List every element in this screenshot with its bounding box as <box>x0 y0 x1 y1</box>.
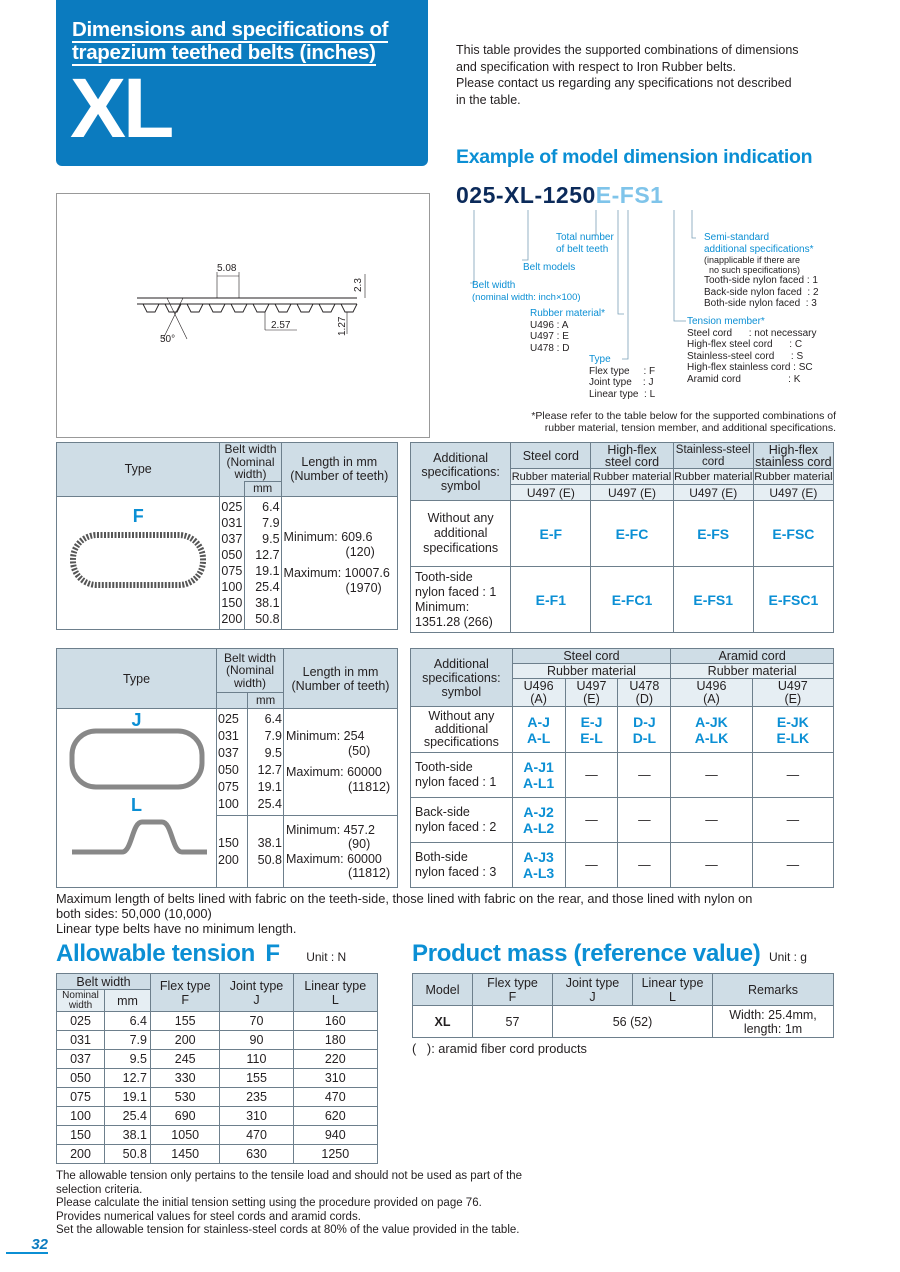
table-cell: 050 <box>57 1069 105 1088</box>
belt-width-label: Belt width (nominal width: inch×100) <box>472 280 581 303</box>
length-notes: Maximum length of belts lined with fabric on the teeth-side, those lined with fabric on the rear, and those lined with nylon on both sides: 50,000 (10,000) Linear type belts have no minimum length. <box>56 891 753 936</box>
mm-header: mm <box>105 990 151 1012</box>
mass-flex: 57 <box>473 1006 553 1038</box>
height-dimension: 2.3 <box>353 278 364 292</box>
table-cell: 620 <box>293 1107 377 1126</box>
example-title: Example of model dimension indication <box>456 146 813 168</box>
joint-belt-image <box>62 727 212 795</box>
pitch-dimension: 5.08 <box>217 263 237 274</box>
rm-label: Rubber material <box>592 470 672 483</box>
belt-width-header: Belt width <box>57 974 151 990</box>
semi-standard-label: Semi-standard additional specifications* (inapplicable if there are no such specifications) Tooth-side nylon faced : 1 Back-side nylon faced : 2 Both-side nylon faced : 3 <box>704 232 819 309</box>
cell-value: E-J E-L <box>565 707 618 753</box>
rm-label: Rubber material <box>512 664 671 679</box>
table-cell: 150 <box>57 1126 105 1145</box>
cell-value: E-FS <box>673 501 753 567</box>
cell-dash: — <box>671 753 752 798</box>
belt-width-header: Belt width (Nominal width) <box>220 443 281 482</box>
cell-value: E-FC1 <box>591 567 673 633</box>
row-tooth-side: Tooth-side nylon faced : 1 Minimum: 1351.28 (266) <box>411 567 511 633</box>
cell-value: E-FS1 <box>673 567 753 633</box>
tooth-height-dimension: 1.27 <box>337 316 348 336</box>
mm-header: mm <box>248 693 284 709</box>
type-header: Type <box>57 443 220 497</box>
table-cell: 180 <box>293 1031 377 1050</box>
cell-value: E-F <box>511 501 591 567</box>
j-widths: 025 031 037 050 075 100 <box>217 709 248 816</box>
table-cell: 19.1 <box>105 1088 151 1107</box>
cell-value: E-FC <box>591 501 673 567</box>
j-mm: 6.4 7.9 9.5 12.7 19.1 25.4 <box>248 709 284 816</box>
cell-dash: — <box>752 798 833 843</box>
table-cell: 1050 <box>151 1126 220 1145</box>
col-stainless: Stainless-steel cord <box>673 443 753 469</box>
cell-value: A-J3 A-L3 <box>512 843 565 888</box>
linear-header: Linear type L <box>633 974 713 1006</box>
tension-notes: The allowable tension only pertains to the tensile load and should not be used as part of the selection criteria. Please calculate the initial tension setting using the procedure provided on page 76. Provides numerical values for steel cords and aramid cords. Set the allowable tension for stainless-steel cords at 80% of the value provided in the table. <box>56 1170 523 1236</box>
f-type-size-table <box>56 442 398 630</box>
row-back-side: Back-side nylon faced : 2 <box>411 798 513 843</box>
table-cell: 50.8 <box>105 1145 151 1164</box>
tooth-profile-drawing <box>57 194 429 437</box>
f-type-spec-table <box>410 442 834 633</box>
col-hf-stainless: High-flex stainless cord <box>755 442 832 469</box>
tension-title-f: F <box>265 940 280 967</box>
rm-label: Rubber material <box>511 470 590 483</box>
rubber-col: U496 (A) <box>671 679 752 707</box>
jl-type-spec-table <box>410 648 834 888</box>
u497-label: U497 (E) <box>673 485 753 501</box>
mass-remarks: Width: 25.4mm, length: 1m <box>713 1006 834 1038</box>
row-without: Without any additional specifications <box>411 707 513 753</box>
table-cell: 7.9 <box>105 1031 151 1050</box>
mass-unit: Unit : g <box>768 950 807 964</box>
mass-joint-linear: 56 (52) <box>553 1006 713 1038</box>
table-cell: 310 <box>220 1107 293 1126</box>
cell-dash: — <box>618 753 671 798</box>
total-teeth-label: Total number of belt teeth <box>556 232 614 255</box>
aramid-cord-header: Aramid cord <box>671 649 834 664</box>
f-length: Minimum: 609.6 (120) Maximum: 10007.6 (1970) <box>281 496 397 629</box>
remarks-header: Remarks <box>713 974 834 1006</box>
table-cell: 200 <box>151 1031 220 1050</box>
table-row <box>57 1069 378 1088</box>
table-row <box>57 1126 378 1145</box>
cell-dash: — <box>565 798 618 843</box>
f-widths: 025 031 037 050 075 100 150 200 <box>220 496 244 629</box>
type-f-label: F <box>132 505 144 526</box>
cell-dash: — <box>671 798 752 843</box>
cell-dash: — <box>618 798 671 843</box>
table-cell: 200 <box>57 1145 105 1164</box>
page-number: 32 <box>6 1236 48 1254</box>
table-cell: 235 <box>220 1088 293 1107</box>
cell-value: E-JK E-LK <box>752 707 833 753</box>
cell-value: E-FSC1 <box>753 567 833 633</box>
table-cell: 031 <box>57 1031 105 1050</box>
table-cell: 025 <box>57 1012 105 1031</box>
belt-profile-diagram <box>56 193 430 438</box>
page-title: Dimensions and specifications of trapezium teethed belts (inches) <box>72 18 389 64</box>
cell-dash: — <box>565 843 618 888</box>
rubber-col: U496 (A) <box>512 679 565 707</box>
linear-belt-image <box>62 812 212 864</box>
table-cell: 330 <box>151 1069 220 1088</box>
length-header: Length in mm (Number of teeth) <box>281 443 397 497</box>
cell-dash: — <box>752 843 833 888</box>
rm-label: Rubber material <box>754 470 833 483</box>
table-cell: 100 <box>57 1107 105 1126</box>
row-tooth-side: Tooth-side nylon faced : 1 <box>411 753 513 798</box>
table-cell: 310 <box>293 1069 377 1088</box>
j-length: Minimum: 254 (50) Maximum: 60000 (11812) <box>284 709 398 816</box>
flex-header: Flex type F <box>473 974 553 1006</box>
tension-member-label: Tension member* Steel cord : not necessary High-flex steel cord : C Stainless-steel cord : S High-flex stainless cord : SC Aramid cord : K <box>687 316 817 385</box>
table-cell: 38.1 <box>105 1126 151 1145</box>
col-steel: Steel cord <box>511 443 591 469</box>
l-length: Minimum: 457.2 (90) Maximum: 60000 (11812) <box>284 816 398 888</box>
cell-value: E-F1 <box>511 567 591 633</box>
row-without: Without any additional specifications <box>411 501 511 567</box>
table-row <box>57 1031 378 1050</box>
joint-header: Joint type J <box>553 974 633 1006</box>
type-label: Type Flex type : F Joint type : J Linear type : L <box>589 354 656 400</box>
table-cell: 12.7 <box>105 1069 151 1088</box>
flex-belt-image <box>63 527 213 597</box>
rubber-col: U497 (E) <box>565 679 618 707</box>
linear-header: Linear type L <box>293 974 377 1012</box>
add-spec-header: Additional specifications: symbol <box>411 443 511 501</box>
table-cell: 690 <box>151 1107 220 1126</box>
table-row <box>57 1050 378 1069</box>
cell-dash: — <box>671 843 752 888</box>
u497-label: U497 (E) <box>753 485 833 501</box>
table-cell: 630 <box>220 1145 293 1164</box>
type-header: Type <box>57 649 217 709</box>
col-hf-steel: High-flex steel cord <box>591 443 673 469</box>
flex-header: Flex type F <box>151 974 220 1012</box>
example-note: *Please refer to the table below for the supported combinations of rubber material, tension member, and additional specifications. <box>531 410 836 434</box>
mass-title-row <box>412 940 807 968</box>
table-cell: 245 <box>151 1050 220 1069</box>
table-cell: 25.4 <box>105 1107 151 1126</box>
table-cell: 470 <box>220 1126 293 1145</box>
cell-dash: — <box>565 753 618 798</box>
model-code: 025-XL-1250E-FS1 <box>456 182 664 208</box>
type-j-label: J <box>131 710 142 730</box>
table-cell: 155 <box>220 1069 293 1088</box>
mass-table <box>412 973 834 1038</box>
type-f-cell <box>57 496 220 629</box>
l-widths: 150 200 <box>217 816 248 888</box>
table-cell: 530 <box>151 1088 220 1107</box>
table-row <box>57 1145 378 1164</box>
model-header: Model <box>413 974 473 1006</box>
mm-header: mm <box>244 481 281 496</box>
tension-unit: Unit : N <box>306 950 347 964</box>
table-row <box>57 1012 378 1031</box>
table-cell: 220 <box>293 1050 377 1069</box>
cell-dash: — <box>618 843 671 888</box>
tooth-width-dimension: 2.57 <box>271 320 291 331</box>
u497-label: U497 (E) <box>591 485 673 501</box>
type-l-label: L <box>131 795 142 815</box>
tension-title: Allowable tension <box>56 940 255 967</box>
type-jl-cell <box>57 709 217 888</box>
cell-value: E-FSC <box>753 501 833 567</box>
joint-header: Joint type J <box>220 974 293 1012</box>
table-row <box>57 1107 378 1126</box>
table-cell: 470 <box>293 1088 377 1107</box>
table-row <box>57 1088 378 1107</box>
table-cell: 9.5 <box>105 1050 151 1069</box>
table-cell: 940 <box>293 1126 377 1145</box>
table-cell: 6.4 <box>105 1012 151 1031</box>
belt-models-label: Belt models <box>523 262 576 273</box>
table-cell: 075 <box>57 1088 105 1107</box>
table-cell: 1250 <box>293 1145 377 1164</box>
table-cell: 160 <box>293 1012 377 1031</box>
intro-text: This table provides the supported combinations of dimensions and specification with respect to Iron Rubber belts. Please contact us regarding any specifications not described in the table. <box>456 43 799 107</box>
row-both-side: Both-side nylon faced : 3 <box>411 843 513 888</box>
rm-label: Rubber material <box>671 664 834 679</box>
length-header: Length in mm (Number of teeth) <box>284 649 398 709</box>
f-mm: 6.4 7.9 9.5 12.7 19.1 25.4 38.1 50.8 <box>244 496 281 629</box>
table-cell: 037 <box>57 1050 105 1069</box>
cell-dash: — <box>752 753 833 798</box>
rubber-material-label: Rubber material* U496 : A U497 : E U478 : D <box>530 308 606 354</box>
table-cell: 1450 <box>151 1145 220 1164</box>
cell-value: A-JK A-LK <box>671 707 752 753</box>
jl-type-size-table <box>56 648 398 888</box>
cell-value: A-J A-L <box>512 707 565 753</box>
rubber-col: U497 (E) <box>752 679 833 707</box>
mass-model: XL <box>413 1006 473 1038</box>
tension-table <box>56 973 378 1164</box>
mass-note: ( ): aramid fiber cord products <box>412 1041 587 1056</box>
table-cell: 155 <box>151 1012 220 1031</box>
angle-dimension: 50° <box>160 334 176 345</box>
mass-title: Product mass (reference value) <box>412 940 761 967</box>
steel-cord-header: Steel cord <box>512 649 671 664</box>
cell-value: A-J2 A-L2 <box>512 798 565 843</box>
cell-value: D-J D-L <box>618 707 671 753</box>
table-cell: 90 <box>220 1031 293 1050</box>
belt-width-header: Belt width (Nominal width) <box>217 649 284 693</box>
cell-value: A-J1 A-L1 <box>512 753 565 798</box>
tension-title-row <box>56 940 346 968</box>
model-title: XL <box>70 61 172 155</box>
u497-label: U497 (E) <box>511 485 591 501</box>
l-mm: 38.1 50.8 <box>248 816 284 888</box>
nominal-header: Nominal width <box>57 990 105 1012</box>
add-spec-header: Additional specifications: symbol <box>411 649 513 707</box>
rubber-col: U478 (D) <box>618 679 671 707</box>
title-banner <box>56 0 428 166</box>
table-cell: 70 <box>220 1012 293 1031</box>
table-cell: 110 <box>220 1050 293 1069</box>
rm-label: Rubber material <box>674 470 753 483</box>
